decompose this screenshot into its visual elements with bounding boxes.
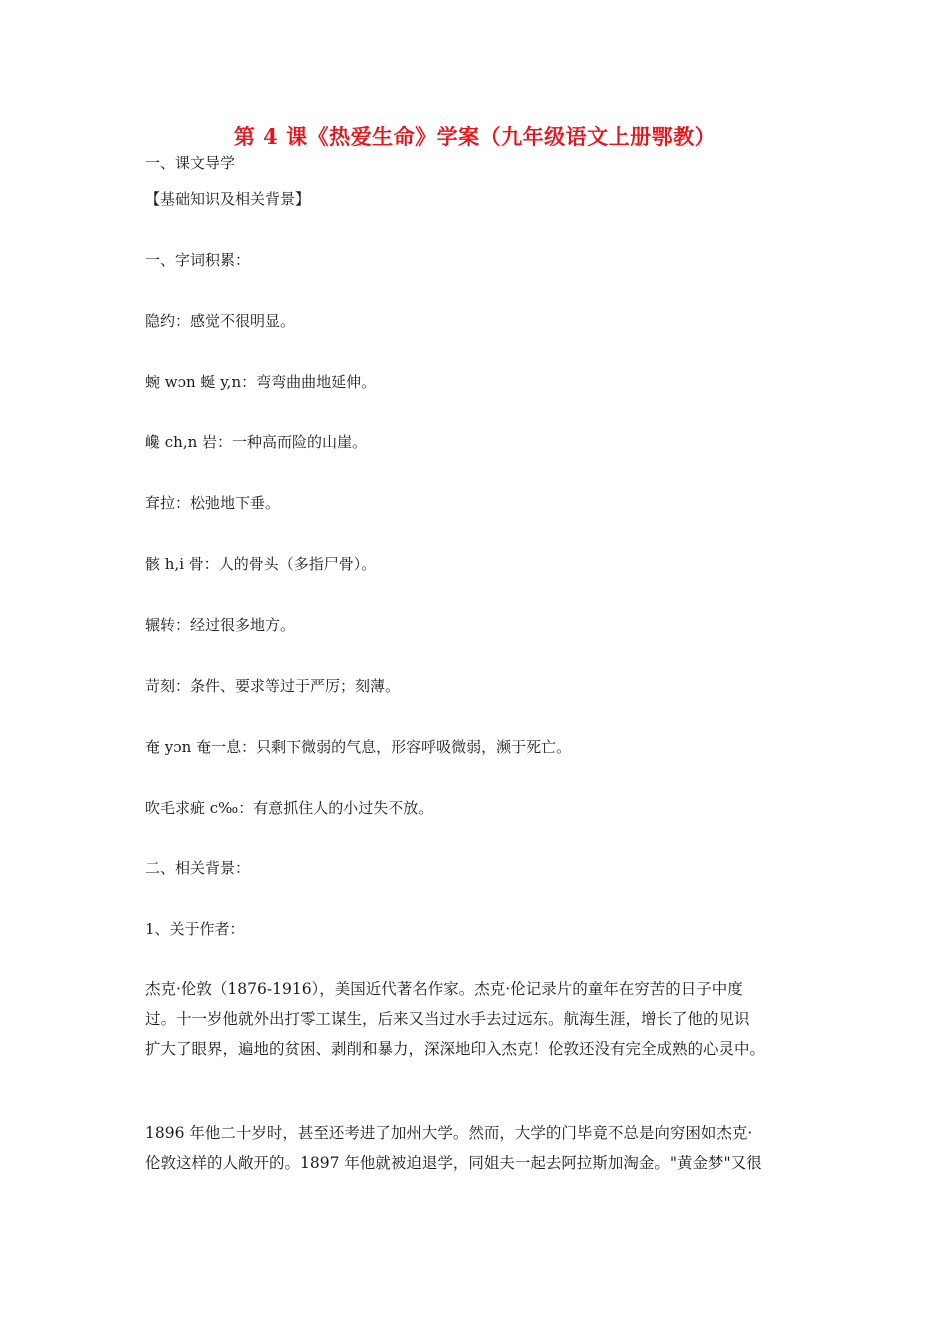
paragraph-line: 伦敦这样的人敞开的。1897 年他就被迫退学，同姐夫一起去阿拉斯加淘金。"黄金梦"又很: [145, 1154, 762, 1172]
section-heading-guide: 一、课文导学: [145, 154, 236, 172]
vocab-heading: 一、字词积累：: [145, 251, 251, 269]
vocab-item: 奄 yɔn 奄一息：只剩下微弱的气息，形容呼吸微弱，濒于死亡。: [145, 738, 572, 756]
paragraph-line: 1896 年他二十岁时，甚至还考进了加州大学。然而，大学的门毕竟不总是向穷困如杰克·: [145, 1124, 753, 1142]
paragraph-line: 杰克·伦敦（1876-1916），美国近代著名作家。杰克·伦记录片的童年在穷苦的日子中度: [145, 980, 743, 998]
vocab-item: 吹毛求疵 c‰：有意抓住人的小过失不放。: [145, 799, 434, 817]
paragraph-line: 过。十一岁他就外出打零工谋生，后来又当过水手去过远东。航海生涯，增长了他的见识: [145, 1010, 750, 1028]
document-title: 第 4 课《热爱生命》学案（九年级语文上册鄂教）: [233, 124, 717, 149]
background-heading: 二、相关背景：: [145, 859, 251, 877]
vocab-item: 耷拉：松弛地下垂。: [145, 494, 281, 512]
author-paragraph-1: [145, 974, 810, 1064]
author-paragraph-2: [145, 1118, 810, 1178]
vocab-item: 隐约：感觉不很明显。: [145, 312, 296, 330]
vocab-item: 巉 ch,n 岩：一种高而险的山崖。: [145, 433, 368, 451]
vocab-item: 苛刻：条件、要求等过于严厉；刻薄。: [145, 677, 401, 695]
vocab-item: 辗转：经过很多地方。: [145, 616, 296, 634]
vocab-item: 骸 h,i 骨：人的骨头（多指尸骨）。: [145, 555, 377, 573]
subheading-background: 【基础知识及相关背景】: [145, 190, 311, 208]
paragraph-line: 扩大了眼界，遍地的贫困、剥削和暴力，深深地印入杰克！伦敦还没有完全成熟的心灵中。: [145, 1040, 766, 1058]
vocab-item: 蜿 wɔn 蜒 y,n：弯弯曲曲地延伸。: [145, 373, 377, 391]
author-heading: 1、关于作者：: [145, 920, 245, 938]
